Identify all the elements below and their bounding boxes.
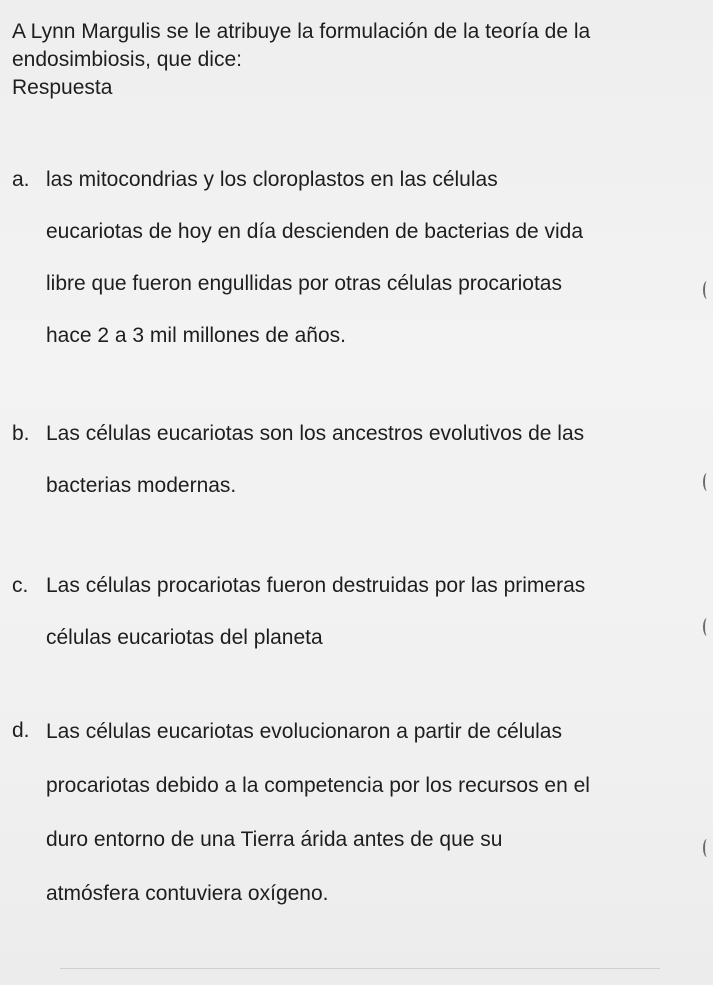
question-text bbox=[12, 18, 692, 74]
question-line-2: endosimbiosis, que dice: bbox=[12, 48, 242, 71]
option-d-letter: d. bbox=[12, 719, 30, 742]
option-a-line: libre que fueron engullidas por otras células procariotas bbox=[46, 272, 562, 295]
option-b-line: bacterias modernas. bbox=[46, 474, 237, 497]
option-d-line: atmósfera contuviera oxígeno. bbox=[46, 882, 329, 905]
option-b-radio[interactable] bbox=[703, 473, 711, 491]
option-d-text bbox=[46, 705, 696, 921]
option-c-line: células eucariotas del planeta bbox=[46, 626, 323, 649]
option-c-line: Las células procariotas fueron destruidas por las primeras bbox=[46, 574, 586, 597]
option-a-line: hace 2 a 3 mil millones de años. bbox=[46, 324, 346, 347]
option-b-line: Las células eucariotas son los ancestros evolutivos de las bbox=[46, 422, 585, 445]
option-a-line: eucariotas de hoy en día descienden de bacterias de vida bbox=[46, 220, 584, 243]
option-c-radio[interactable] bbox=[703, 618, 711, 636]
answer-label: Respuesta bbox=[12, 76, 113, 99]
option-a-text bbox=[46, 154, 696, 362]
option-b[interactable] bbox=[12, 408, 702, 512]
option-a-letter: a. bbox=[12, 168, 30, 191]
option-c-text bbox=[46, 560, 696, 664]
option-c-letter: c. bbox=[12, 574, 29, 597]
option-d-radio[interactable] bbox=[703, 839, 711, 857]
question-line-1: A Lynn Margulis se le atribuye la formulación de la teoría de la bbox=[12, 20, 591, 43]
option-d-line: procariotas debido a la competencia por los recursos en el bbox=[46, 774, 590, 797]
option-a-line: las mitocondrias y los cloroplastos en las células bbox=[46, 168, 498, 191]
option-a-radio[interactable] bbox=[703, 281, 711, 299]
option-b-letter: b. bbox=[12, 422, 30, 445]
divider bbox=[60, 968, 660, 969]
option-d[interactable] bbox=[12, 705, 702, 921]
option-c[interactable] bbox=[12, 560, 702, 664]
option-d-line: Las células eucariotas evolucionaron a partir de células bbox=[46, 720, 562, 743]
option-a[interactable] bbox=[12, 154, 702, 364]
option-d-line: duro entorno de una Tierra árida antes de que su bbox=[46, 828, 503, 851]
option-b-text bbox=[46, 408, 696, 512]
